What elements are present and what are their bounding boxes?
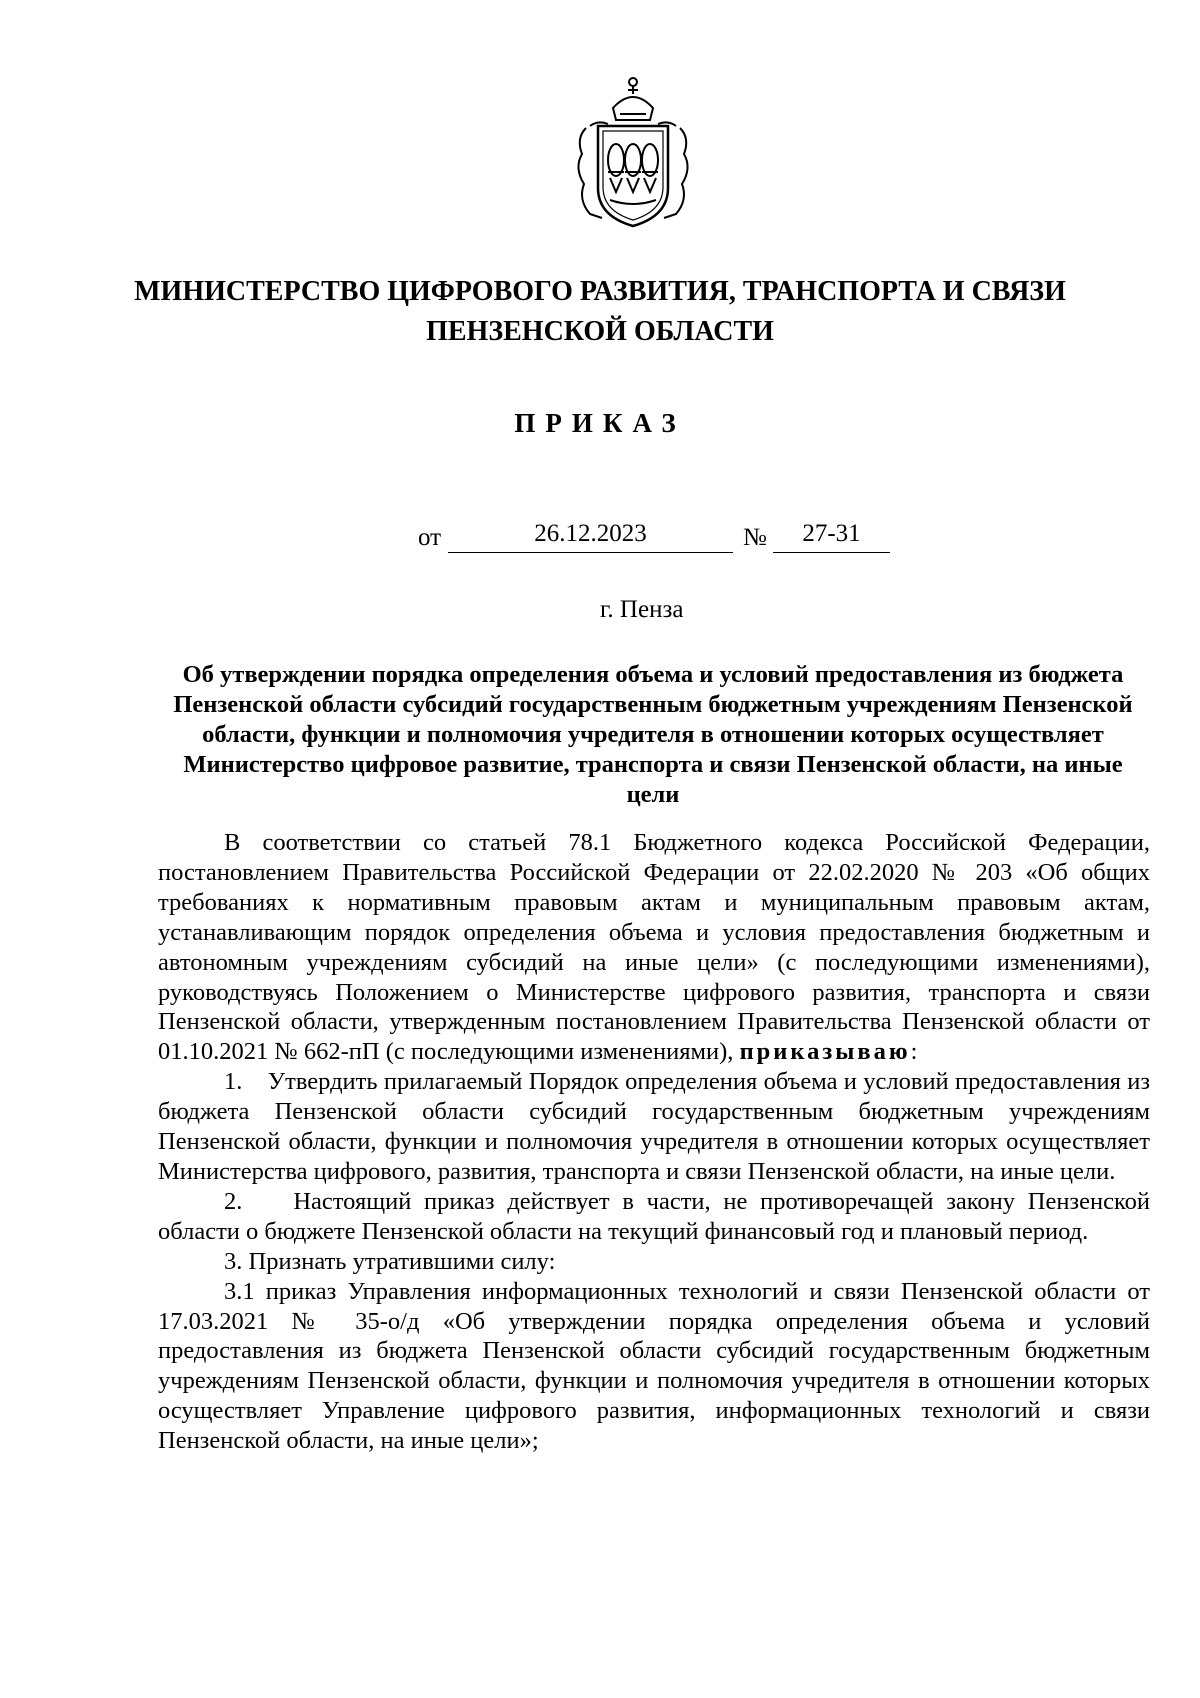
document-body — [158, 828, 1150, 1456]
item-3: 3. Признать утратившими силу: — [224, 1247, 556, 1275]
coat-of-arms-icon — [568, 68, 698, 236]
date-label: от — [418, 524, 442, 551]
intro-text: В соответствии со статьей 78.1 Бюджетного кодекса Российской Федерации, постановлением Правительства Российской Федерации от 22.02.2020 № 203 «Об общих требованиях к нормативным правовым актам и муниципальным правовым актам, устанавливающим порядок определения объема и условия предоставления бюджетным и автономным учреждениям субсидий на иные цели» (с последующими изменениями), руководствуясь Положением о Министерстве цифрового развития, транспорта и связи Пензенской области, утвержденным постановлением Правительства Пензенской области от 01.10.2021 № 662-пП (с последующими изменениями), — [158, 829, 1150, 1066]
ministry-name — [100, 272, 1100, 352]
city: г. Пенза — [600, 596, 684, 623]
document-number: 27-31 — [773, 520, 890, 553]
ministry-name-line2: ПЕНЗЕНСКОЙ ОБЛАСТИ — [426, 316, 774, 347]
date-number-row — [0, 520, 1200, 560]
item-2: 2. Настоящий приказ действует в части, не противоречащей закону Пензенской области о бюджете Пензенской области на текущий финансовый год и плановый период. — [158, 1187, 1150, 1245]
ministry-name-line1: МИНИСТЕРСТВО ЦИФРОВОГО РАЗВИТИЯ, ТРАНСПОРТА И СВЯЗИ — [134, 276, 1066, 307]
item-3-1: 3.1 приказ Управления информационных технологий и связи Пензенской области от 17.03.2021 № 35-о/д «Об утверждении порядка определения объема и условий предоставления из бюджета Пензенской области субсидий государственным бюджетным учреждениям Пензенской области, функции и полномочия учредителя в отношении которых осуществляет Управление цифрового развития, информационных технологий и связи Пензенской области, на иные цели»; — [158, 1277, 1150, 1455]
item-1: 1. Утвердить прилагаемый Порядок определения объема и условий предоставления из бюджета Пензенской области субсидий государственным бюджетным учреждениям Пензенской области, функции и полномочия учредителя в отношении которых осуществляет Министерства цифрового, развития, транспорта и связи Пензенской области, на иные цели. — [158, 1068, 1150, 1185]
order-word: приказываю — [739, 1038, 911, 1066]
intro-colon: : — [910, 1038, 918, 1066]
document-title: Об утверждении порядка определения объема и условий предоставления из бюджета Пензенской области субсидий государственным бюджетным учреждениям Пензенской области, функции и полномочия учредителя в отношении которых осуществляет Министерство цифровое развитие, транспорта и связи Пензенской области, на иные цели — [173, 661, 1133, 808]
document-type: ПРИКАЗ — [514, 408, 686, 438]
intro-paragraph — [158, 828, 1150, 1067]
number-label: № — [743, 524, 767, 551]
document-date: 26.12.2023 — [448, 520, 733, 553]
